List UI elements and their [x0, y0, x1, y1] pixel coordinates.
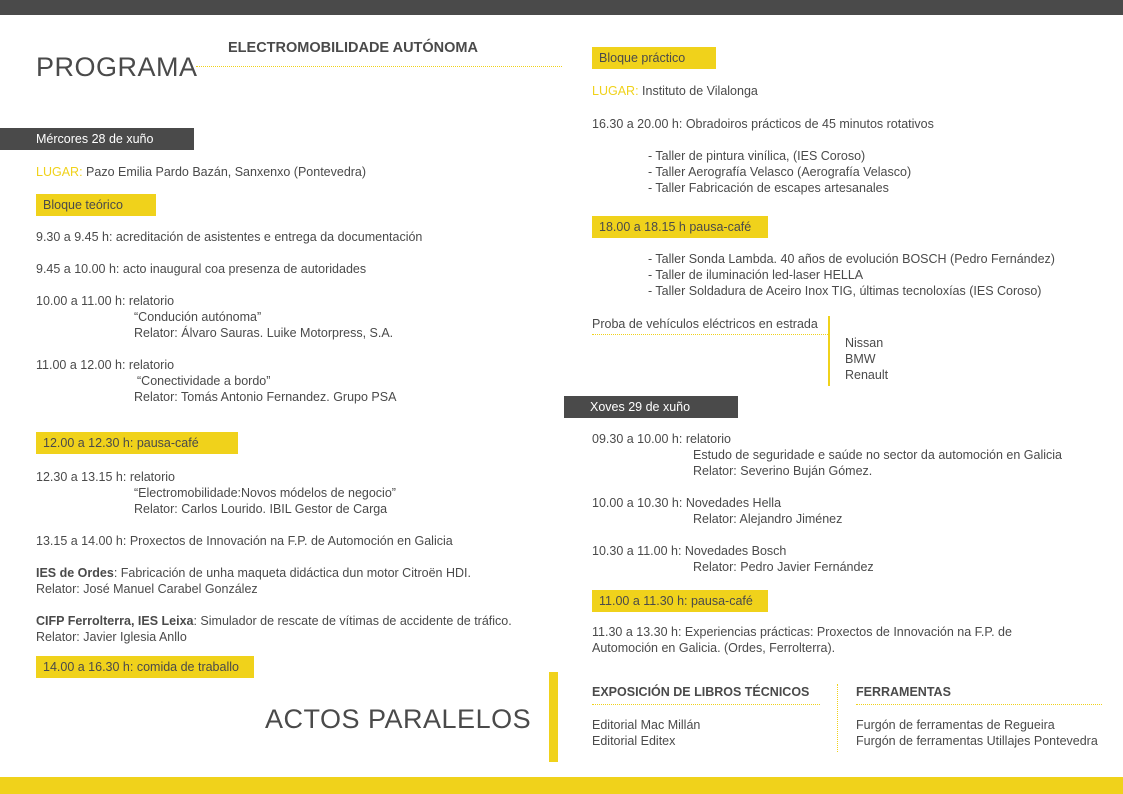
ies-ordes-desc: : Fabricación de unha maqueta didáctica dun motor Citroën HDI. [113, 566, 471, 580]
lugar-value-2: Instituto de Vilalonga [642, 84, 758, 98]
item-acto-inaugural: 9.45 a 10.00 h: acto inaugural coa presenza de autoridades [36, 262, 367, 276]
pausa-cafe-2: 11.00 a 11.30 h: pausa-café [592, 590, 768, 612]
obradoiros-line: 16.30 a 20.00 h: Obradoiros prácticos de 45 minutos rotativos [592, 117, 934, 131]
comida-traballo: 14.00 a 16.30 h: comida de traballo [36, 656, 254, 678]
event-subtitle: ELECTROMOBILIDADE AUTÓNOMA [228, 40, 478, 56]
brand-renault: Renault [845, 368, 889, 382]
item-acreditacion: 9.30 a 9.45 h: acreditación de asistentes e entrega da documentación [36, 230, 423, 244]
lugar-line-1 [36, 164, 366, 180]
expo-item-macmillan: Editorial Mac Millán [592, 718, 701, 732]
lugar-line-2 [592, 83, 758, 99]
programa-title: PROGRAMA [36, 52, 198, 82]
item-ies-ordes [36, 565, 471, 581]
lugar-value: Pazo Emilia Pardo Bazán, Sanxenxo (Pontevedra) [86, 165, 367, 179]
day1-header: Mércores 28 de xuño [0, 128, 194, 150]
ies-ordes-name: IES de Ordes [36, 566, 114, 580]
item-relatorio-2-time: 11.00 a 12.00 h: relatorio [36, 358, 175, 372]
ferramentas-item-utillajes: Furgón de ferramentas Utillajes Pontevedra [856, 734, 1098, 748]
taller-aerografia: - Taller Aerografía Velasco (Aerografía Velasco) [648, 165, 912, 179]
item-relatorio-1-speaker: Relator: Álvaro Sauras. Luike Motorpress, S.A. [134, 326, 394, 340]
novedades-hella-time: 10.00 a 10.30 h: Novedades Hella [592, 496, 782, 510]
expo-dotted-rule [592, 704, 820, 705]
xoves-relatorio-time: 09.30 a 10.00 h: relatorio [592, 432, 731, 446]
cifp-name: CIFP Ferrolterra, IES Leixa [36, 614, 194, 628]
experiencias-line-2: Automoción en Galicia. (Ordes, Ferrolterra). [592, 641, 836, 655]
brand-nissan: Nissan [845, 336, 884, 350]
bottom-bar [0, 777, 1123, 794]
taller-sonda-lambda: - Taller Sonda Lambda. 40 años de evolución BOSCH (Pedro Fernández) [648, 252, 1055, 266]
actos-yellow-bar [549, 672, 558, 762]
top-bar [0, 0, 1123, 15]
item-relatorio-3-speaker: Relator: Carlos Lourido. IBIL Gestor de Carga [134, 502, 388, 516]
actos-dotted-divider [837, 684, 838, 752]
title-dotted-rule [196, 66, 562, 67]
bloque-practico-label: Bloque práctico [592, 47, 716, 69]
item-relatorio-1-title: “Condución autónoma” [134, 310, 262, 324]
item-cifp-ferrolterra [36, 613, 512, 629]
item-relatorio-2-title: “Conectividade a bordo” [137, 374, 271, 388]
taller-escapes: - Taller Fabricación de escapes artesanales [648, 181, 889, 195]
taller-pintura: - Taller de pintura vinílica, (IES Coroso) [648, 149, 866, 163]
novedades-bosch-time: 10.30 a 11.00 h: Novedades Bosch [592, 544, 787, 558]
day2-header: Xoves 29 de xuño [564, 396, 738, 418]
item-relatorio-3-title: “Electromobilidade:Novos módelos de negocio” [134, 486, 396, 500]
item-relatorio-2-speaker: Relator: Tomás Antonio Fernandez. Grupo PSA [134, 390, 397, 404]
ferramentas-item-regueira: Furgón de ferramentas de Regueira [856, 718, 1055, 732]
taller-iluminacion: - Taller de iluminación led-laser HELLA [648, 268, 864, 282]
lugar-label-2: LUGAR: [592, 84, 639, 98]
lugar-label: LUGAR: [36, 165, 83, 179]
item-proxectos: 13.15 a 14.00 h: Proxectos de Innovación na F.P. de Automoción en Galicia [36, 534, 453, 548]
xoves-relatorio-title: Estudo de seguridade e saúde no sector da automoción en Galicia [693, 448, 1062, 462]
pausa-cafe-1: 12.00 a 12.30 h: pausa-café [36, 432, 238, 454]
proba-dotted-rule [592, 334, 828, 335]
expo-title: EXPOSICIÓN DE LIBROS TÉCNICOS [592, 685, 810, 699]
ferramentas-dotted-rule [856, 704, 1102, 705]
ies-ordes-speaker: Relator: José Manuel Carabel González [36, 582, 258, 596]
ferramentas-title: FERRAMENTAS [856, 685, 951, 699]
pausa-cafe-practico: 18.00 a 18.15 h pausa-café [592, 216, 768, 238]
actos-paralelos-title: ACTOS PARALELOS [265, 704, 532, 734]
expo-item-editex: Editorial Editex [592, 734, 676, 748]
item-relatorio-3-time: 12.30 a 13.15 h: relatorio [36, 470, 175, 484]
proba-vehiculos: Proba de vehículos eléctricos en estrada [592, 317, 818, 331]
novedades-bosch-speaker: Relator: Pedro Javier Fernández [693, 560, 874, 574]
taller-soldadura: - Taller Soldadura de Aceiro Inox TIG, últimas tecnoloxías (IES Coroso) [648, 284, 1042, 298]
cifp-speaker: Relator: Javier Iglesia Anllo [36, 630, 187, 644]
brand-bmw: BMW [845, 352, 876, 366]
bloque-teorico-label: Bloque teórico [36, 194, 156, 216]
proba-vertical-rule [828, 316, 830, 386]
item-relatorio-1-time: 10.00 a 11.00 h: relatorio [36, 294, 175, 308]
cifp-desc: : Simulador de rescate de vítimas de accidente de tráfico. [193, 614, 512, 628]
novedades-hella-speaker: Relator: Alejandro Jiménez [693, 512, 843, 526]
xoves-relatorio-speaker: Relator: Severino Buján Gómez. [693, 464, 873, 478]
experiencias-line-1: 11.30 a 13.30 h: Experiencias prácticas: Proxectos de Innovación na F.P. de [592, 625, 1012, 639]
